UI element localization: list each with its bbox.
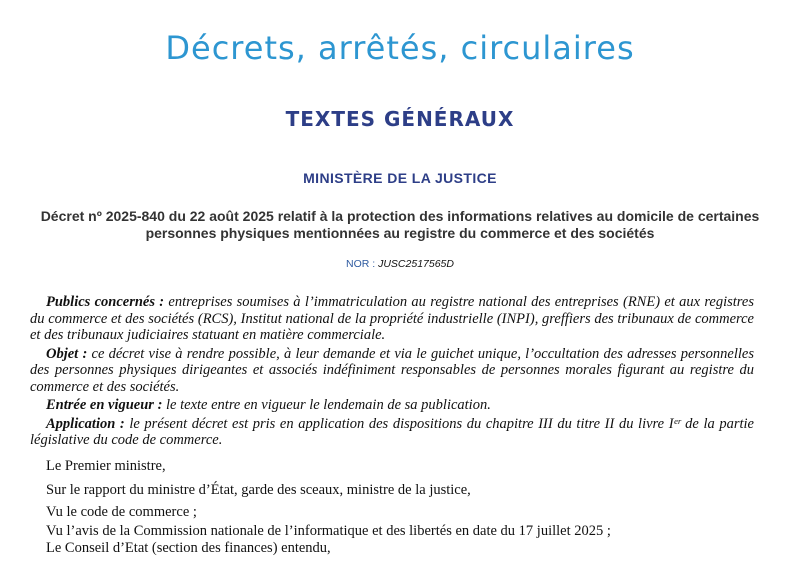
- summary-publics: [30, 294, 754, 344]
- nor-reference: [0, 257, 800, 271]
- summary-label: Objet :: [46, 345, 88, 362]
- summary-text: entreprises soumises à l’immatriculation au registre national des entreprises (RNE) et aux registres du commerce et des sociétés (RCS), Institut national de la propriété industrielle (INPI), greffiers des tribunaux de commerce et des tribunaux judiciaires statuant en matière commerciale.: [30, 294, 754, 343]
- visa-line: Sur le rapport du ministre d’État, garde des sceaux, ministre de la justice,: [46, 482, 471, 498]
- section-title: Décrets, arrêtés, circulaires: [165, 29, 635, 67]
- ministry-heading: MINISTÈRE DE LA JUSTICE: [303, 170, 497, 186]
- visa-line: Vu le code de commerce ;: [46, 504, 197, 520]
- visa-line: Le Conseil d’Etat (section des finances) entendu,: [46, 540, 331, 556]
- visa-line: Le Premier ministre,: [46, 458, 166, 474]
- summary-entree: [30, 397, 754, 414]
- summary-text: le présent décret est pris en application des dispositions du chapitre III du titre II du livre Iᵉʳ de la partie législative du code de commerce.: [30, 415, 754, 448]
- summary-objet: [30, 346, 754, 396]
- nor-value: JUSC2517565D: [378, 258, 454, 270]
- subsection-title: TEXTES GÉNÉRAUX: [285, 107, 515, 131]
- summary-label: Application :: [46, 415, 125, 432]
- summary-text: ce décret vise à rendre possible, à leur demande et via le guichet unique, l’occultation des adresses personnelles des personnes physiques dirigeantes et associés indéfiniment responsables de personnes morales figurant au registre du commerce et des sociétés.: [30, 345, 754, 395]
- nor-label: NOR :: [346, 258, 379, 270]
- summary-text: le texte entre en vigueur le lendemain de sa publication.: [162, 397, 491, 413]
- summary-label: Publics concernés :: [46, 294, 165, 310]
- visa-line: Vu l’avis de la Commission nationale de l’informatique et des libertés en date du 17 juillet 2025 ;: [46, 523, 611, 539]
- decree-title: Décret nº 2025-840 du 22 août 2025 relatif à la protection des informations relatives au domicile de certaines personnes physiques mentionnées au registre du commerce et des sociétés: [40, 208, 760, 241]
- decree-summary: [30, 294, 754, 451]
- summary-label: Entrée en vigueur :: [46, 397, 163, 413]
- summary-application: [30, 416, 754, 449]
